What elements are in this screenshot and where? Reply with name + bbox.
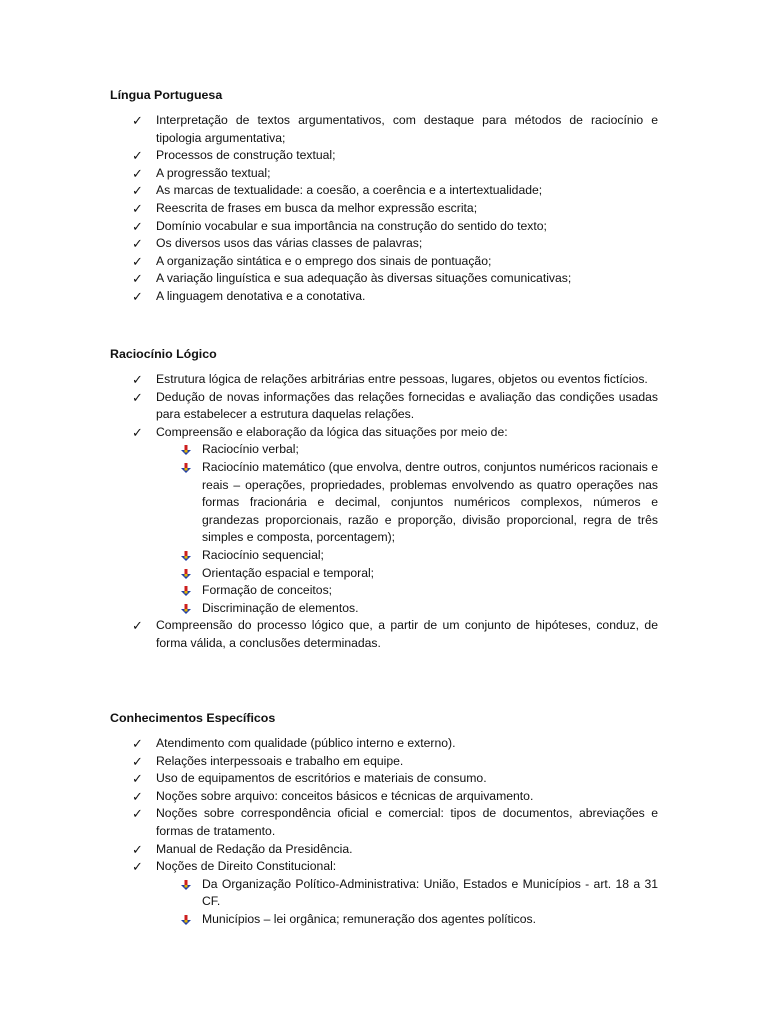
- arrow-down-bullet-icon: [180, 880, 192, 891]
- check-icon: ✓: [132, 424, 143, 440]
- section-heading: Língua Portuguesa: [110, 88, 223, 102]
- check-icon: ✓: [132, 618, 143, 634]
- checklist-item: [110, 841, 658, 859]
- checklist-item-text: Noções sobre arquivo: conceitos básicos e técnicas de arquivamento.: [156, 788, 534, 803]
- checklist-item: [110, 182, 658, 200]
- checklist-item: [110, 770, 658, 788]
- sub-list-item: [156, 459, 658, 547]
- check-icon: ✓: [132, 183, 143, 199]
- checklist-item: [110, 235, 658, 253]
- checklist-item-text: A linguagem denotativa e a conotativa.: [156, 288, 366, 303]
- check-icon: ✓: [132, 218, 143, 234]
- checklist-item: [110, 270, 658, 288]
- arrow-down-bullet-icon: [180, 551, 192, 562]
- checklist-item-text: A variação linguística e sua adequação às diversas situações comunicativas;: [156, 271, 572, 286]
- checklist-item-text: Compreensão do processo lógico que, a partir de um conjunto de hipóteses, conduz, de forma válida, a conclusões determinadas.: [156, 618, 658, 650]
- check-icon: ✓: [132, 859, 143, 875]
- checklist-item-text: Noções sobre correspondência oficial e comercial: tipos de documentos, abreviações e formas de tratamento.: [156, 806, 658, 838]
- sub-list-item: [156, 582, 658, 600]
- check-icon: ✓: [132, 806, 143, 822]
- checklist-item: [110, 112, 658, 147]
- check-icon: ✓: [132, 236, 143, 252]
- section-conhecimentos-especificos: [110, 709, 658, 929]
- check-icon: ✓: [132, 753, 143, 769]
- checklist-item-text: Interpretação de textos argumentativos, com destaque para métodos de raciocínio e tipologia argumentativa;: [156, 113, 658, 145]
- section-heading: Conhecimentos Específicos: [110, 711, 276, 725]
- check-icon: ✓: [132, 736, 143, 751]
- checklist-item: [110, 288, 658, 306]
- sub-list-item-text: Da Organização Político-Administrativa: União, Estados e Municípios - art. 18 a 31 CF.: [202, 876, 658, 909]
- sub-list-item-text: Formação de conceitos;: [202, 583, 333, 598]
- checklist-item-text: Processos de construção textual;: [156, 148, 336, 163]
- check-icon: ✓: [132, 165, 143, 181]
- check-icon: ✓: [132, 271, 143, 287]
- sub-list-item-text: Raciocínio verbal;: [202, 442, 299, 457]
- check-icon: ✓: [132, 788, 143, 804]
- checklist-item: [110, 165, 658, 183]
- checklist-item-text: Relações interpessoais e trabalho em equipe.: [156, 753, 404, 768]
- sub-list-item-text: Raciocínio matemático (que envolva, dentre outros, conjuntos numéricos racionais e reais – operações, propriedades, problemas envolvendo as quatro operações nas formas fracionária e decimal, conjuntos numéricos complexos, números e grandezas proporcionais, razão e proporção, divisão proporcional, regra de três simples e composta, porcentagem);: [202, 459, 658, 545]
- checklist-item: [110, 371, 658, 389]
- checklist-item-text: A organização sintática e o emprego dos sinais de pontuação;: [156, 253, 492, 268]
- check-icon: ✓: [132, 841, 143, 857]
- checklist-item: [110, 389, 658, 424]
- arrow-down-bullet-icon: [180, 463, 192, 474]
- arrow-down-bullet-icon: [180, 586, 192, 597]
- check-icon: ✓: [132, 113, 143, 128]
- check-icon: ✓: [132, 389, 143, 405]
- checklist-item: [110, 200, 658, 218]
- section-lingua-portuguesa: [110, 86, 658, 306]
- sub-list-item-text: Orientação espacial e temporal;: [202, 565, 375, 580]
- section-raciocinio-logico: [110, 345, 658, 653]
- sub-list-item: [156, 600, 658, 618]
- arrow-down-bullet-icon: [180, 445, 192, 456]
- check-icon: ✓: [132, 771, 143, 787]
- sub-list-item-text: Raciocínio sequencial;: [202, 547, 324, 562]
- sub-list: [156, 876, 658, 929]
- checklist-item: [110, 753, 658, 771]
- checklist: [110, 735, 658, 929]
- checklist-item-text: Atendimento com qualidade (público interno e externo).: [156, 736, 456, 750]
- check-icon: ✓: [132, 200, 143, 216]
- checklist-item-text: Compreensão e elaboração da lógica das situações por meio de:: [156, 424, 508, 439]
- checklist-item-text: Reescrita de frases em busca da melhor expressão escrita;: [156, 200, 478, 215]
- checklist-item-text: Manual de Redação da Presidência.: [156, 841, 353, 856]
- sub-list-item-text: Municípios – lei orgânica; remuneração dos agentes políticos.: [202, 911, 536, 926]
- arrow-down-bullet-icon: [180, 915, 192, 926]
- checklist-item-text: Dedução de novas informações das relações fornecidas e avaliação das condições usadas para estabelecer a estrutura daquelas relações.: [156, 389, 658, 422]
- check-icon: ✓: [132, 288, 143, 304]
- checklist-item-text: Os diversos usos das várias classes de palavras;: [156, 236, 423, 251]
- checklist-item: [110, 424, 658, 618]
- section-heading: Raciocínio Lógico: [110, 347, 217, 361]
- checklist-item: [110, 218, 658, 236]
- checklist-item: [110, 788, 658, 806]
- sub-list: [156, 441, 658, 617]
- checklist-item-text: Estrutura lógica de relações arbitrárias entre pessoas, lugares, objetos ou eventos fictícios.: [156, 372, 648, 386]
- checklist-item: [110, 147, 658, 165]
- check-icon: ✓: [132, 253, 143, 269]
- checklist-item: [110, 617, 658, 652]
- checklist: [110, 371, 658, 653]
- checklist: [110, 112, 658, 306]
- sub-list-item: [156, 547, 658, 565]
- sub-list-item: [156, 911, 658, 929]
- arrow-down-bullet-icon: [180, 604, 192, 615]
- arrow-down-bullet-icon: [180, 569, 192, 580]
- checklist-item: [110, 858, 658, 928]
- sub-list-item: [156, 565, 658, 583]
- sub-list-item: [156, 876, 658, 911]
- check-icon: ✓: [132, 372, 143, 387]
- checklist-item: [110, 735, 658, 753]
- checklist-item: [110, 253, 658, 271]
- checklist-item-text: Domínio vocabular e sua importância na construção do sentido do texto;: [156, 218, 547, 233]
- sub-list-item-text: Discriminação de elementos.: [202, 600, 359, 615]
- checklist-item-text: A progressão textual;: [156, 165, 271, 180]
- check-icon: ✓: [132, 148, 143, 164]
- checklist-item-text: As marcas de textualidade: a coesão, a coerência e a intertextualidade;: [156, 183, 543, 198]
- checklist-item-text: Uso de equipamentos de escritórios e materiais de consumo.: [156, 771, 487, 786]
- checklist-item: [110, 805, 658, 840]
- checklist-item-text: Noções de Direito Constitucional:: [156, 859, 337, 874]
- sub-list-item: [156, 441, 658, 459]
